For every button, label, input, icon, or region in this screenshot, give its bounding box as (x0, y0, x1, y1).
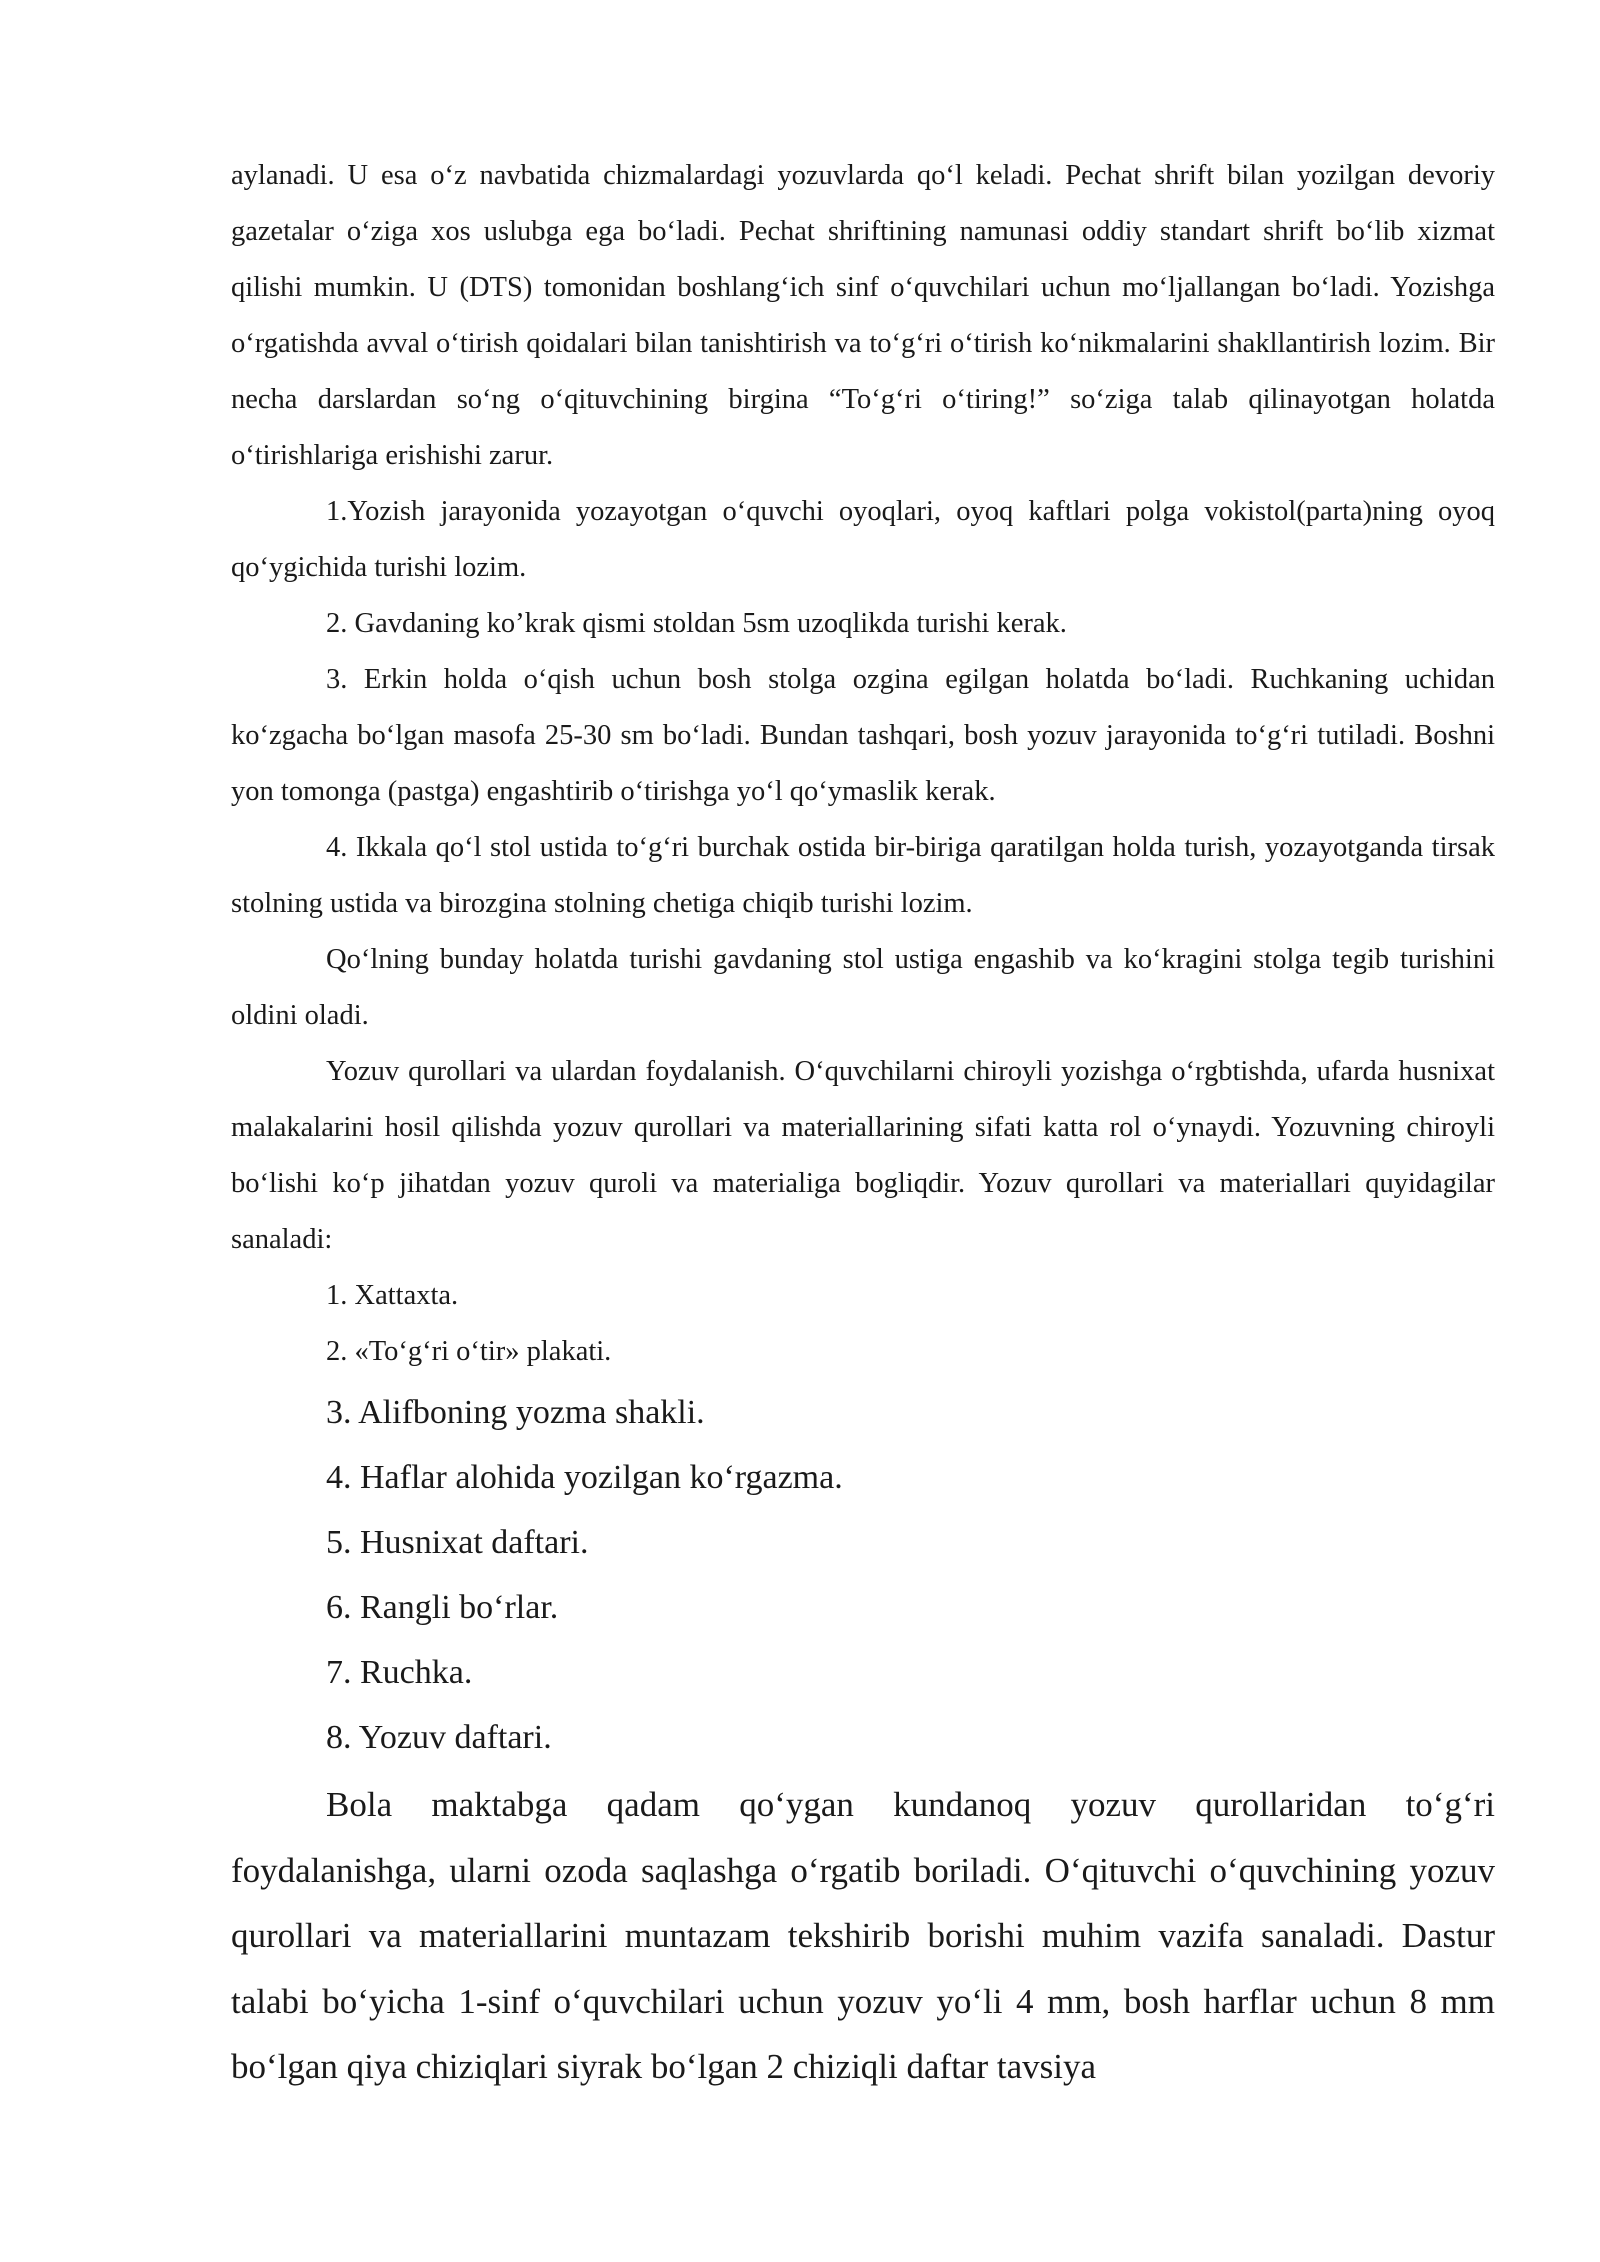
list-item: 8. Yozuv daftari. (326, 1719, 552, 1756)
paragraph-6: Qo‘lning bunday holatda turishi gavdaning stol ustiga engashib va ko‘kragini stolga tegib turishini oldini oladi. (231, 944, 1495, 1031)
list-item: 6. Rangli bo‘rlar. (326, 1589, 559, 1626)
paragraph-2: 1.Yozish jarayonida yozayotgan o‘quvchi oyoqlari, oyoq kaftlari polga vokistol(parta)ning oyoq qo‘ygichida turishi lozim. (231, 496, 1495, 583)
paragraph-7: Yozuv qurollari va ulardan foydalanish. O‘quvchilarni chiroyli yozishga o‘rgbtishda, ufarda husnixat malakalarini hosil qilishda yozuv qurollari va materiallarining sifati katta rol o‘ynaydi. Yozuvning chiroyli bo‘lishi ko‘p jihatdan yozuv quroli va materialiga bogliqdir. Yozuv qurollari va materiallari quyidagilar sanaladi: (231, 1056, 1495, 1255)
paragraph-5: 4. Ikkala qo‘l stol ustida to‘g‘ri burchak ostida bir-biriga qaratilgan holda turish, yozayotganda tirsak stolning ustida va birozgina stolning chetiga chiqib turishi lozim. (231, 832, 1495, 919)
paragraph-1: aylanadi. U esa o‘z navbatida chizmalardagi yozuvlarda qo‘l keladi. Pechat shrift bilan yozilgan devoriy gazetalar o‘ziga xos uslubga ega bo‘ladi. Pechat shriftining namunasi oddiy standart shrift bo‘lib xizmat qilishi mumkin. U (DTS) tomonidan boshlang‘ich sinf o‘quvchilari uchun mo‘ljallangan bo‘ladi. Yozishga o‘rgatishda avval o‘tirish qoidalari bilan tanishtirish va to‘g‘ri o‘tirish ko‘nikmalarini shakllantirish lozim. Bir necha darslardan so‘ng o‘qituvchining birgina “To‘g‘ri o‘tiring!” so‘ziga talab qilinayotgan holatda o‘tirishlariga erishishi zarur. (231, 160, 1495, 471)
paragraph-8: Bola maktabga qadam qo‘ygan kundanoq yozuv qurollaridan to‘g‘ri foydalanishga, ularni ozoda saqlashga o‘rgatib boriladi. O‘qituvchi o‘quvchining yozuv qurollari va materiallarini muntazam tekshirib borishi muhim vazifa sanaladi. Dastur talabi bo‘yicha 1-sinf o‘quvchilari uchun yozuv yo‘li 4 mm, bosh harflar uchun 8 mm bo‘lgan qiya chiziqlari siyrak bo‘lgan 2 chiziqli daftar tavsiya (231, 1785, 1495, 2086)
list-item: 4. Haflar alohida yozilgan ko‘rgazma. (326, 1459, 843, 1496)
paragraph-3: 2. Gavdaning ko’krak qismi stoldan 5sm uzoqlikda turishi kerak. (326, 608, 1067, 639)
list-item: 5. Husnixat daftari. (326, 1524, 589, 1561)
paragraph-4: 3. Erkin holda o‘qish uchun bosh stolga ozgina egilgan holatda bo‘ladi. Ruchkaning uchidan ko‘zgacha bo‘lgan masofa 25-30 sm bo‘ladi. Bundan tashqari, bosh yozuv jarayonida to‘g‘ri tutiladi. Boshni yon tomonga (pastga) engashtirib o‘tirishga yo‘l qo‘ymaslik kerak. (231, 664, 1495, 807)
list-item: 7. Ruchka. (326, 1654, 473, 1691)
document-page (231, 148, 1495, 2100)
list-item: 1. Xattaxta. (326, 1280, 459, 1311)
list-item: 2. «To‘g‘ri o‘tir» plakati. (326, 1336, 612, 1367)
list-item: 3. Alifboning yozma shakli. (326, 1394, 705, 1431)
